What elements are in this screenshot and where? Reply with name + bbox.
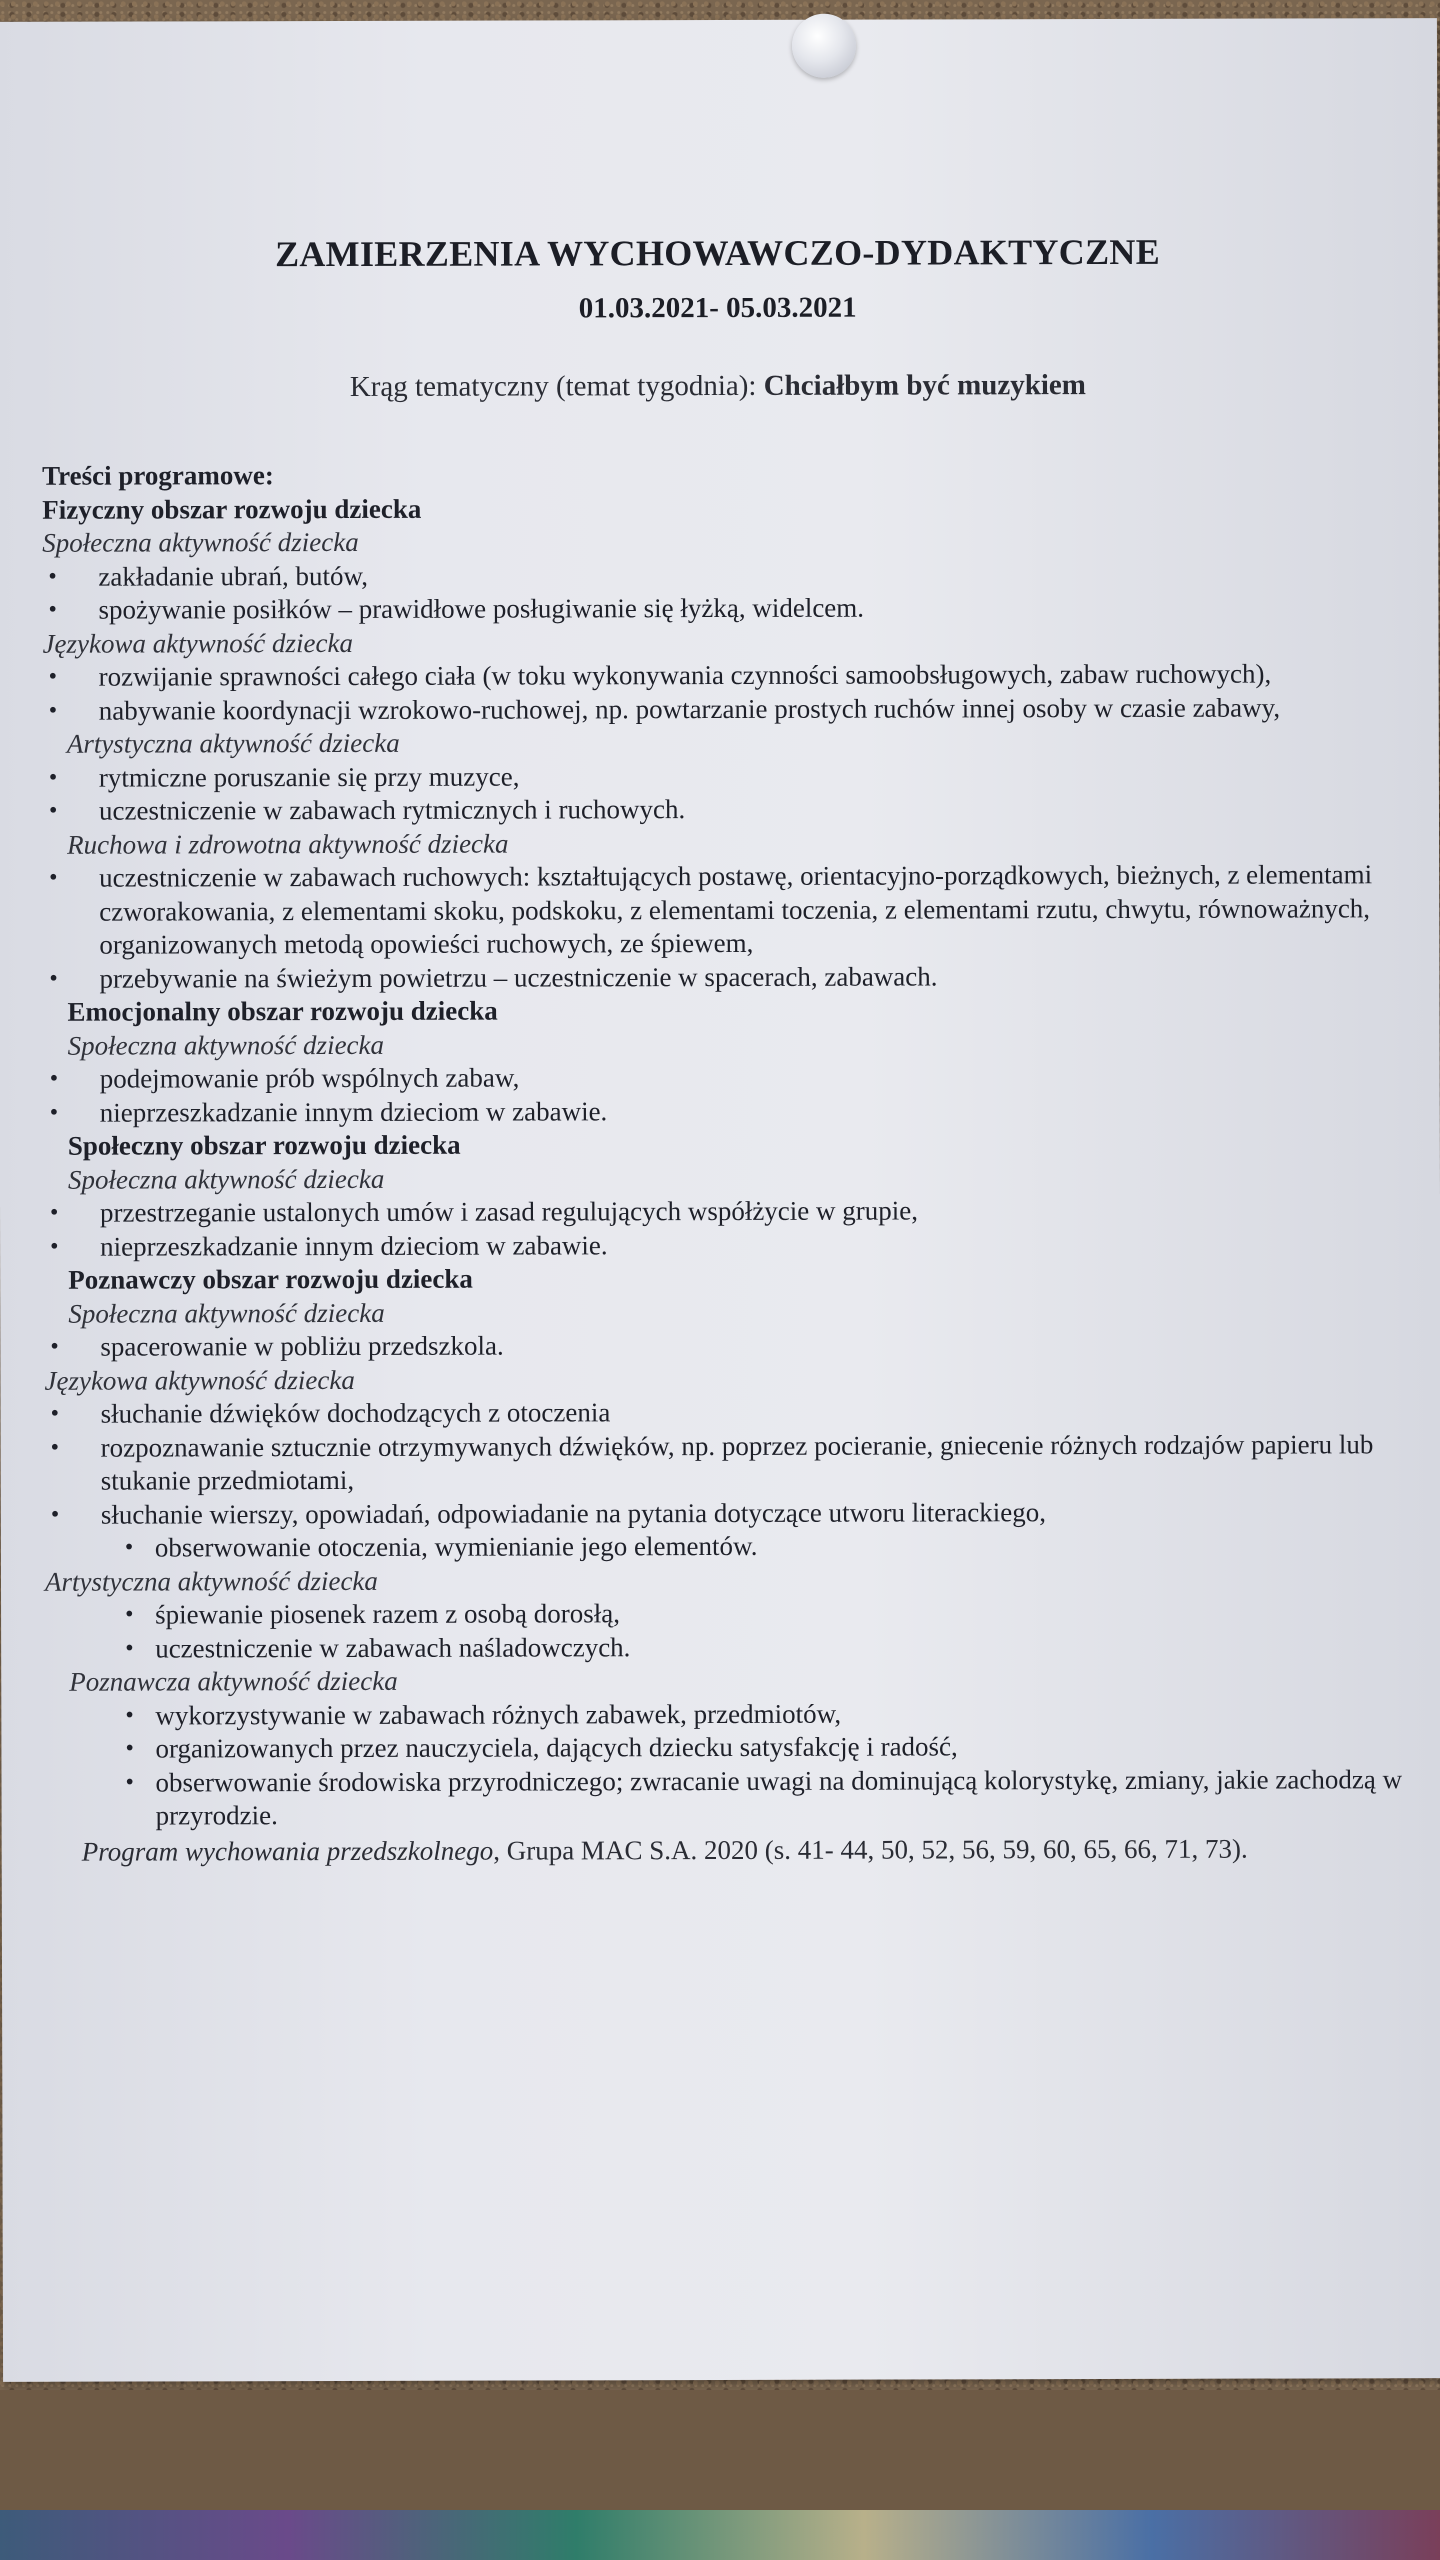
section-heading: Fizyczny obszar rozwoju dziecka xyxy=(42,493,422,525)
group-name: Społeczna aktywność dziecka xyxy=(67,1163,385,1195)
list-item: • słuchanie dźwięków dochodzących z otoczenia xyxy=(45,1394,1435,1431)
program-title: Program wychowania przedszkolnego xyxy=(81,1835,494,1867)
list-item: • uczestniczenie w zabawach ruchowych: kształtujących postawę, orientacyjno-porządkowych, bieżnych, z elementami czworakowania, z elementami skoku, podskoku, z elementami toczenia, z elementami rzutu, chwytu, równoważnych, organizowanych metodą opowieści ruchowych, ze śpiewem, xyxy=(43,858,1433,962)
list-item: • śpiewanie piosenek razem z osobą dorosłą, xyxy=(45,1595,1435,1632)
list-item: • podejmowanie prób wspólnych zabaw, xyxy=(44,1059,1434,1096)
group-name: Ruchowa i zdrowotna aktywność dziecka xyxy=(67,828,509,860)
section-heading: Poznawczy obszar rozwoju dziecka xyxy=(68,1263,473,1295)
pushpin-icon xyxy=(792,14,856,78)
theme-line xyxy=(0,368,1438,405)
list-item: • zakładanie ubrań, butów, xyxy=(42,557,1432,594)
fabric-strip xyxy=(0,2510,1440,2560)
list-item: • słuchanie wierszy, opowiadań, odpowiadanie na pytania dotyczące utworu literackiego, xyxy=(45,1495,1435,1532)
document-title: ZAMIERZENIA WYCHOWAWCZO-DYDAKTYCZNE xyxy=(274,231,1161,275)
bullet-list xyxy=(44,1193,1434,1264)
tresci-heading: Treści programowe: xyxy=(42,460,274,491)
group-name: Społeczna aktywność dziecka xyxy=(68,1297,385,1329)
list-item: • nieprzeszkadzanie innym dzieciom w zabawie. xyxy=(44,1227,1434,1264)
list-item: • rytmiczne poruszanie się przy muzyce, xyxy=(43,758,1433,795)
group-name: Językowa aktywność dziecka xyxy=(44,1364,355,1396)
list-item: • spożywanie posiłków – prawidłowe posługiwanie się łyżką, widelcem. xyxy=(42,590,1432,627)
list-item: • rozwijanie sprawności całego ciała (w toku wykonywania czynności samoobsługowych, zabaw ruchowych), xyxy=(43,657,1433,694)
list-item: • uczestniczenie w zabawach rytmicznych i ruchowych. xyxy=(43,791,1433,828)
group-name: Społeczna aktywność dziecka xyxy=(42,526,359,558)
document-dates: 01.03.2021- 05.03.2021 xyxy=(578,291,857,325)
list-item: • wykorzystywanie w zabawach różnych zabawek, przedmiotów, xyxy=(45,1696,1435,1733)
bullet-list xyxy=(45,1595,1435,1666)
list-item: • rozpoznawanie sztucznie otrzymywanych dźwięków, np. poprzez pocieranie, gniecenie różnych rodzajów papieru lub stukanie przedmiotami, xyxy=(45,1428,1435,1499)
bullet-list xyxy=(43,657,1433,728)
section-heading: Emocjonalny obszar rozwoju dziecka xyxy=(67,995,498,1027)
paper-sheet xyxy=(0,18,1440,2382)
group-name: Społeczna aktywność dziecka xyxy=(67,1029,385,1061)
group-name: Artystyczna aktywność dziecka xyxy=(66,727,400,759)
list-item: • obserwowanie otoczenia, wymienianie jego elementów. xyxy=(45,1528,1435,1565)
list-item: • nieprzeszkadzanie innym dzieciom w zabawie. xyxy=(44,1093,1434,1130)
bullet-list xyxy=(44,1327,1434,1364)
group-name: Poznawcza aktywność dziecka xyxy=(69,1665,398,1697)
group-name: Językowa aktywność dziecka xyxy=(42,627,353,659)
group-name: Artystyczna aktywność dziecka xyxy=(44,1565,378,1597)
list-item: • nabywanie koordynacji wzrokowo-ruchowej, np. powtarzanie prostych ruchów innej osoby w czasie zabawy, xyxy=(43,691,1433,728)
document-content xyxy=(42,456,1436,1896)
list-item: • spacerowanie w pobliżu przedszkola. xyxy=(44,1327,1434,1364)
bullet-list xyxy=(43,758,1433,829)
program-details: , Grupa MAC S.A. 2020 (s. 41- 44, 50, 52, 56, 59, 60, 65, 66, 71, 73). xyxy=(493,1833,1248,1866)
program-reference xyxy=(46,1832,1436,1869)
bullet-list xyxy=(43,858,1433,996)
theme-value: Chciałbym być muzykiem xyxy=(763,369,1086,402)
section-heading: Społeczny obszar rozwoju dziecka xyxy=(67,1129,461,1161)
list-item: • przebywanie na świeżym powietrzu – uczestniczenie w spacerach, zabawach. xyxy=(43,959,1433,996)
list-item: • organizowanych przez nauczyciela, dających dziecku satysfakcję i radość, xyxy=(45,1729,1435,1766)
list-item: • uczestniczenie w zabawach naśladowczych. xyxy=(45,1629,1435,1666)
list-item: • przestrzeganie ustalonych umów i zasad regulujących współżycie w grupie, xyxy=(44,1193,1434,1230)
bullet-list xyxy=(44,1059,1434,1130)
list-item: • obserwowanie środowiska przyrodniczego; zwracanie uwagi na dominującą kolorystykę, zmiany, jakie zachodzą w przyrodzie. xyxy=(45,1763,1435,1834)
theme-prefix: Krąg tematyczny (temat tygodnia): xyxy=(349,369,764,403)
bullet-list xyxy=(42,557,1432,628)
bullet-list xyxy=(45,1696,1435,1834)
bullet-list xyxy=(45,1394,1435,1565)
